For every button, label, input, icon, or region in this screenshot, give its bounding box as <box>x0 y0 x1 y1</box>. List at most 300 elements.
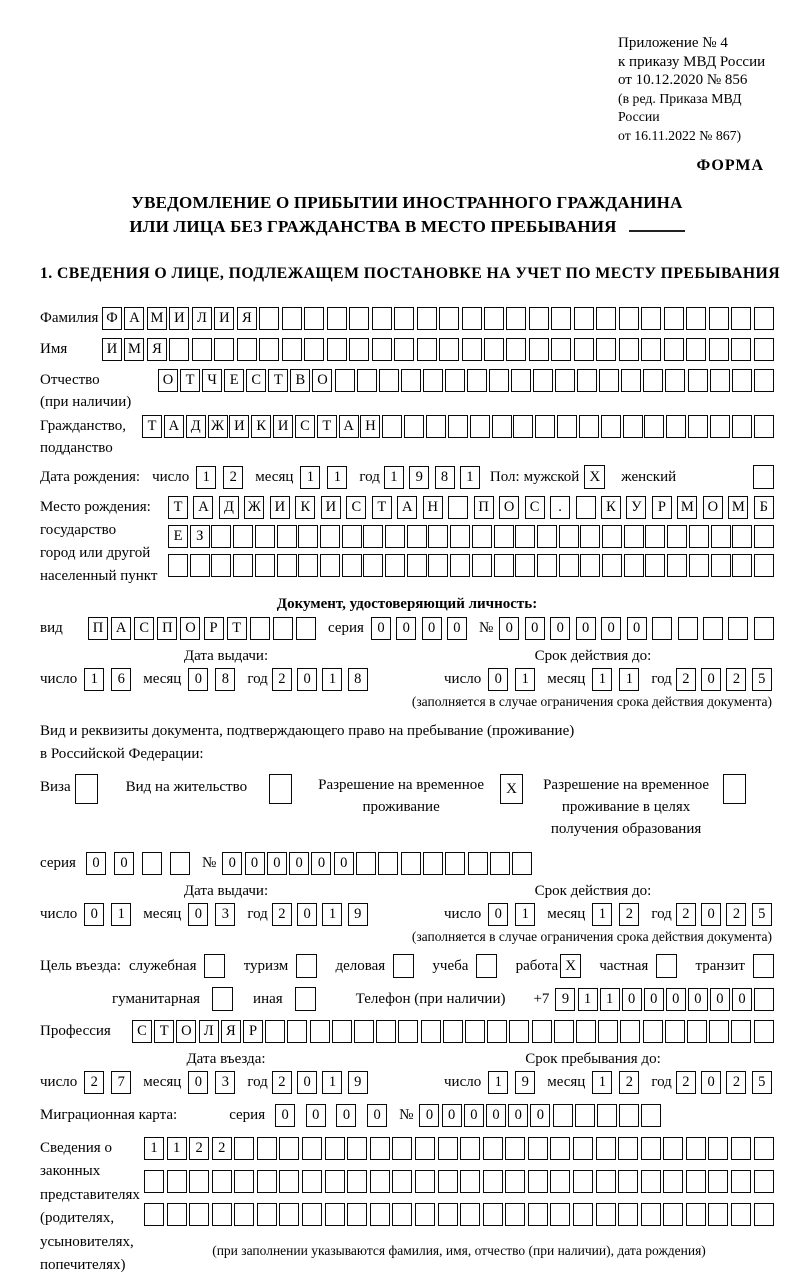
char-box[interactable]: 3 <box>215 903 235 926</box>
char-box[interactable] <box>332 1020 352 1043</box>
char-box[interactable] <box>731 1203 751 1226</box>
char-box[interactable]: 2 <box>619 1071 639 1094</box>
char-box[interactable] <box>506 307 526 330</box>
char-box[interactable] <box>259 338 279 361</box>
char-box[interactable] <box>529 307 549 330</box>
char-box[interactable] <box>596 1170 616 1193</box>
char-box[interactable] <box>754 1137 774 1160</box>
char-box[interactable] <box>445 369 465 392</box>
char-box[interactable]: 2 <box>726 1071 746 1094</box>
char-box[interactable] <box>663 1203 683 1226</box>
char-box[interactable] <box>363 525 383 548</box>
char-box[interactable] <box>505 1170 525 1193</box>
char-box[interactable]: К <box>295 496 315 519</box>
char-box[interactable] <box>450 554 470 577</box>
char-box[interactable]: 1 <box>322 903 342 926</box>
char-box[interactable] <box>296 617 316 640</box>
char-box[interactable]: 0 <box>550 617 570 640</box>
char-box[interactable] <box>462 338 482 361</box>
char-box[interactable]: 0 <box>275 1104 295 1127</box>
char-box[interactable] <box>664 307 684 330</box>
char-box[interactable]: Р <box>243 1020 263 1043</box>
char-box[interactable] <box>438 1170 458 1193</box>
char-box[interactable] <box>255 525 275 548</box>
char-box[interactable] <box>439 338 459 361</box>
char-box[interactable]: 0 <box>701 1071 721 1094</box>
char-box[interactable]: 0 <box>297 668 317 691</box>
char-box[interactable]: 0 <box>222 852 242 875</box>
char-box[interactable] <box>438 1137 458 1160</box>
char-box[interactable] <box>664 338 684 361</box>
char-box[interactable] <box>394 338 414 361</box>
char-box[interactable] <box>347 1170 367 1193</box>
char-box[interactable]: 8 <box>215 668 235 691</box>
char-box[interactable] <box>325 1203 345 1226</box>
char-box[interactable] <box>438 1203 458 1226</box>
char-box[interactable] <box>426 415 446 438</box>
char-box[interactable] <box>279 1203 299 1226</box>
char-box[interactable] <box>528 1203 548 1226</box>
char-box[interactable]: 2 <box>272 1071 292 1094</box>
char-box[interactable] <box>505 1137 525 1160</box>
char-box[interactable] <box>279 1170 299 1193</box>
char-box[interactable] <box>511 369 531 392</box>
char-box[interactable] <box>667 525 687 548</box>
char-box[interactable]: Т <box>317 415 337 438</box>
char-box[interactable]: 1 <box>167 1137 187 1160</box>
char-box[interactable]: 0 <box>371 617 391 640</box>
char-box[interactable]: 2 <box>189 1137 209 1160</box>
char-box[interactable] <box>665 1020 685 1043</box>
title-blank-underline[interactable] <box>629 217 685 232</box>
char-box[interactable] <box>551 338 571 361</box>
char-box[interactable]: 6 <box>111 668 131 691</box>
char-box[interactable] <box>731 307 751 330</box>
purpose-humanitarian-checkbox[interactable] <box>212 987 233 1011</box>
char-box[interactable]: С <box>246 369 266 392</box>
char-box[interactable] <box>512 852 532 875</box>
char-box[interactable] <box>144 1170 164 1193</box>
char-box[interactable]: . <box>550 496 570 519</box>
char-box[interactable]: С <box>132 1020 152 1043</box>
char-box[interactable] <box>450 525 470 548</box>
char-box[interactable] <box>392 1203 412 1226</box>
char-box[interactable] <box>234 1170 254 1193</box>
char-box[interactable] <box>686 1203 706 1226</box>
char-box[interactable] <box>494 554 514 577</box>
char-box[interactable] <box>483 1137 503 1160</box>
char-box[interactable] <box>489 369 509 392</box>
purpose-private-checkbox[interactable] <box>656 954 677 978</box>
char-box[interactable] <box>641 307 661 330</box>
char-box[interactable] <box>577 369 597 392</box>
char-box[interactable]: К <box>251 415 271 438</box>
char-box[interactable] <box>372 307 392 330</box>
char-box[interactable] <box>754 338 774 361</box>
char-box[interactable] <box>363 554 383 577</box>
char-box[interactable]: Р <box>652 496 672 519</box>
char-box[interactable]: 0 <box>306 1104 326 1127</box>
char-box[interactable] <box>709 307 729 330</box>
char-box[interactable] <box>142 852 162 875</box>
char-box[interactable]: О <box>499 496 519 519</box>
char-box[interactable] <box>666 415 686 438</box>
char-box[interactable] <box>555 369 575 392</box>
char-box[interactable] <box>602 525 622 548</box>
char-box[interactable] <box>574 338 594 361</box>
char-box[interactable] <box>259 307 279 330</box>
char-box[interactable] <box>398 1020 418 1043</box>
char-box[interactable]: 0 <box>666 988 686 1011</box>
char-box[interactable] <box>282 338 302 361</box>
char-box[interactable] <box>423 852 443 875</box>
char-box[interactable]: Т <box>142 415 162 438</box>
char-box[interactable]: 0 <box>311 852 331 875</box>
char-box[interactable]: Е <box>224 369 244 392</box>
char-box[interactable] <box>279 1137 299 1160</box>
char-box[interactable] <box>484 338 504 361</box>
char-box[interactable] <box>257 1137 277 1160</box>
char-box[interactable]: С <box>346 496 366 519</box>
char-box[interactable]: С <box>525 496 545 519</box>
char-box[interactable] <box>255 554 275 577</box>
char-box[interactable] <box>643 369 663 392</box>
residence-permit-checkbox[interactable] <box>269 774 292 804</box>
char-box[interactable]: 9 <box>348 1071 368 1094</box>
char-box[interactable] <box>624 525 644 548</box>
char-box[interactable] <box>703 617 723 640</box>
char-box[interactable] <box>233 525 253 548</box>
char-box[interactable] <box>483 1170 503 1193</box>
char-box[interactable]: 0 <box>422 617 442 640</box>
char-box[interactable] <box>298 554 318 577</box>
char-box[interactable]: 2 <box>726 903 746 926</box>
char-box[interactable] <box>619 338 639 361</box>
char-box[interactable] <box>487 1020 507 1043</box>
char-box[interactable] <box>407 554 427 577</box>
char-box[interactable]: 0 <box>525 617 545 640</box>
char-box[interactable]: А <box>124 307 144 330</box>
char-box[interactable] <box>385 525 405 548</box>
char-box[interactable]: О <box>158 369 178 392</box>
char-box[interactable] <box>287 1020 307 1043</box>
char-box[interactable] <box>378 852 398 875</box>
char-box[interactable]: А <box>339 415 359 438</box>
char-box[interactable]: 1 <box>515 668 535 691</box>
char-box[interactable] <box>678 617 698 640</box>
char-box[interactable]: 0 <box>732 988 752 1011</box>
char-box[interactable] <box>372 338 392 361</box>
char-box[interactable] <box>472 525 492 548</box>
char-box[interactable]: С <box>134 617 154 640</box>
purpose-other-checkbox[interactable] <box>295 987 316 1011</box>
char-box[interactable] <box>282 307 302 330</box>
char-box[interactable] <box>559 525 579 548</box>
char-box[interactable] <box>417 338 437 361</box>
char-box[interactable]: 0 <box>297 1071 317 1094</box>
char-box[interactable] <box>423 369 443 392</box>
char-box[interactable] <box>490 852 510 875</box>
char-box[interactable] <box>428 525 448 548</box>
char-box[interactable] <box>709 338 729 361</box>
char-box[interactable] <box>535 415 555 438</box>
char-box[interactable] <box>732 525 752 548</box>
char-box[interactable] <box>192 338 212 361</box>
char-box[interactable]: 9 <box>515 1071 535 1094</box>
char-box[interactable] <box>754 1170 774 1193</box>
char-box[interactable]: 9 <box>348 903 368 926</box>
char-box[interactable] <box>687 1020 707 1043</box>
char-box[interactable]: О <box>180 617 200 640</box>
char-box[interactable] <box>472 554 492 577</box>
char-box[interactable]: 0 <box>710 988 730 1011</box>
char-box[interactable] <box>167 1203 187 1226</box>
char-box[interactable] <box>302 1203 322 1226</box>
char-box[interactable]: З <box>190 525 210 548</box>
char-box[interactable] <box>688 369 708 392</box>
char-box[interactable] <box>710 369 730 392</box>
char-box[interactable] <box>370 1203 390 1226</box>
char-box[interactable] <box>708 1137 728 1160</box>
char-box[interactable]: 3 <box>215 1071 235 1094</box>
char-box[interactable]: 1 <box>322 1071 342 1094</box>
char-box[interactable] <box>553 1104 573 1127</box>
char-box[interactable] <box>754 369 774 392</box>
char-box[interactable] <box>415 1170 435 1193</box>
char-box[interactable]: Ф <box>102 307 122 330</box>
char-box[interactable]: П <box>88 617 108 640</box>
char-box[interactable] <box>667 554 687 577</box>
char-box[interactable] <box>460 1203 480 1226</box>
char-box[interactable] <box>483 1203 503 1226</box>
char-box[interactable] <box>575 1104 595 1127</box>
char-box[interactable] <box>302 1137 322 1160</box>
char-box[interactable] <box>189 1203 209 1226</box>
char-box[interactable]: 0 <box>289 852 309 875</box>
char-box[interactable] <box>754 1203 774 1226</box>
char-box[interactable] <box>533 369 553 392</box>
char-box[interactable] <box>754 617 774 640</box>
char-box[interactable]: 0 <box>188 903 208 926</box>
char-box[interactable]: 2 <box>619 903 639 926</box>
char-box[interactable] <box>168 554 188 577</box>
temp-residence-education-checkbox[interactable] <box>723 774 746 804</box>
char-box[interactable] <box>580 554 600 577</box>
char-box[interactable]: Т <box>268 369 288 392</box>
char-box[interactable] <box>304 307 324 330</box>
char-box[interactable] <box>370 1137 390 1160</box>
char-box[interactable]: М <box>124 338 144 361</box>
char-box[interactable]: 0 <box>601 617 621 640</box>
char-box[interactable] <box>354 1020 374 1043</box>
char-box[interactable]: И <box>229 415 249 438</box>
char-box[interactable] <box>641 1104 661 1127</box>
char-box[interactable]: 8 <box>348 668 368 691</box>
char-box[interactable] <box>619 307 639 330</box>
char-box[interactable] <box>448 415 468 438</box>
char-box[interactable] <box>580 525 600 548</box>
char-box[interactable] <box>554 1020 574 1043</box>
char-box[interactable]: 1 <box>384 466 404 489</box>
char-box[interactable] <box>645 554 665 577</box>
char-box[interactable]: И <box>321 496 341 519</box>
char-box[interactable] <box>709 1020 729 1043</box>
char-box[interactable] <box>302 1170 322 1193</box>
char-box[interactable] <box>273 617 293 640</box>
char-box[interactable] <box>551 307 571 330</box>
char-box[interactable] <box>428 554 448 577</box>
purpose-tourism-checkbox[interactable] <box>296 954 317 978</box>
char-box[interactable] <box>325 1137 345 1160</box>
char-box[interactable] <box>754 554 774 577</box>
char-box[interactable] <box>347 1203 367 1226</box>
char-box[interactable]: А <box>193 496 213 519</box>
char-box[interactable] <box>596 307 616 330</box>
char-box[interactable] <box>460 1170 480 1193</box>
char-box[interactable] <box>214 338 234 361</box>
visa-checkbox[interactable] <box>75 774 98 804</box>
char-box[interactable]: 9 <box>409 466 429 489</box>
char-box[interactable]: Ч <box>202 369 222 392</box>
char-box[interactable] <box>211 525 231 548</box>
char-box[interactable] <box>708 1203 728 1226</box>
char-box[interactable]: М <box>677 496 697 519</box>
char-box[interactable]: 2 <box>272 668 292 691</box>
char-box[interactable] <box>349 307 369 330</box>
char-box[interactable] <box>234 1203 254 1226</box>
char-box[interactable]: Е <box>168 525 188 548</box>
char-box[interactable] <box>731 338 751 361</box>
char-box[interactable]: О <box>703 496 723 519</box>
char-box[interactable] <box>576 496 596 519</box>
char-box[interactable] <box>356 852 376 875</box>
char-box[interactable] <box>528 1137 548 1160</box>
char-box[interactable] <box>529 338 549 361</box>
char-box[interactable] <box>686 338 706 361</box>
char-box[interactable]: Я <box>237 307 257 330</box>
char-box[interactable] <box>379 369 399 392</box>
char-box[interactable] <box>310 1020 330 1043</box>
char-box[interactable]: 0 <box>336 1104 356 1127</box>
char-box[interactable]: 1 <box>196 466 216 489</box>
char-box[interactable]: 2 <box>84 1071 104 1094</box>
char-box[interactable] <box>573 1203 593 1226</box>
char-box[interactable] <box>641 1203 661 1226</box>
char-box[interactable] <box>144 1203 164 1226</box>
char-box[interactable] <box>618 1203 638 1226</box>
char-box[interactable] <box>494 525 514 548</box>
char-box[interactable] <box>190 554 210 577</box>
char-box[interactable]: 5 <box>752 1071 772 1094</box>
char-box[interactable] <box>392 1170 412 1193</box>
char-box[interactable]: 0 <box>488 903 508 926</box>
char-box[interactable] <box>689 525 709 548</box>
char-box[interactable] <box>370 1170 390 1193</box>
char-box[interactable] <box>643 1020 663 1043</box>
char-box[interactable]: И <box>270 496 290 519</box>
char-box[interactable] <box>513 415 533 438</box>
char-box[interactable] <box>708 1170 728 1193</box>
char-box[interactable]: 0 <box>499 617 519 640</box>
char-box[interactable] <box>212 1203 232 1226</box>
char-box[interactable] <box>382 415 402 438</box>
char-box[interactable] <box>596 1203 616 1226</box>
char-box[interactable]: 0 <box>701 668 721 691</box>
char-box[interactable]: Т <box>372 496 392 519</box>
char-box[interactable]: А <box>111 617 131 640</box>
char-box[interactable] <box>515 525 535 548</box>
char-box[interactable]: 2 <box>726 668 746 691</box>
char-box[interactable] <box>754 525 774 548</box>
char-box[interactable] <box>417 307 437 330</box>
char-box[interactable]: 0 <box>508 1104 528 1127</box>
char-box[interactable] <box>652 617 672 640</box>
char-box[interactable] <box>731 1170 751 1193</box>
char-box[interactable] <box>532 1020 552 1043</box>
char-box[interactable]: Л <box>192 307 212 330</box>
char-box[interactable] <box>515 554 535 577</box>
char-box[interactable]: К <box>601 496 621 519</box>
char-box[interactable]: 1 <box>619 668 639 691</box>
char-box[interactable]: О <box>176 1020 196 1043</box>
char-box[interactable]: И <box>273 415 293 438</box>
char-box[interactable]: 2 <box>212 1137 232 1160</box>
char-box[interactable]: 0 <box>297 903 317 926</box>
char-box[interactable] <box>327 338 347 361</box>
char-box[interactable] <box>357 369 377 392</box>
char-box[interactable] <box>528 1170 548 1193</box>
char-box[interactable] <box>448 496 468 519</box>
char-box[interactable]: В <box>290 369 310 392</box>
char-box[interactable] <box>335 369 355 392</box>
char-box[interactable] <box>689 554 709 577</box>
char-box[interactable]: 8 <box>435 466 455 489</box>
temp-residence-checkbox[interactable]: X <box>500 774 523 804</box>
char-box[interactable] <box>619 1104 639 1127</box>
char-box[interactable] <box>325 1170 345 1193</box>
char-box[interactable] <box>506 338 526 361</box>
char-box[interactable] <box>550 1203 570 1226</box>
char-box[interactable] <box>573 1170 593 1193</box>
char-box[interactable] <box>621 369 641 392</box>
char-box[interactable]: 2 <box>272 903 292 926</box>
purpose-work-checkbox[interactable]: X <box>560 954 581 978</box>
char-box[interactable]: 0 <box>488 668 508 691</box>
char-box[interactable] <box>623 415 643 438</box>
char-box[interactable] <box>407 525 427 548</box>
char-box[interactable] <box>597 1104 617 1127</box>
char-box[interactable] <box>644 415 664 438</box>
char-box[interactable] <box>460 1137 480 1160</box>
char-box[interactable] <box>257 1170 277 1193</box>
char-box[interactable]: 0 <box>530 1104 550 1127</box>
char-box[interactable]: О <box>312 369 332 392</box>
char-box[interactable] <box>265 1020 285 1043</box>
char-box[interactable]: 0 <box>464 1104 484 1127</box>
char-box[interactable] <box>376 1020 396 1043</box>
char-box[interactable]: 2 <box>676 668 696 691</box>
char-box[interactable]: И <box>169 307 189 330</box>
char-box[interactable] <box>731 1137 751 1160</box>
char-box[interactable]: 1 <box>578 988 598 1011</box>
char-box[interactable] <box>663 1137 683 1160</box>
char-box[interactable] <box>641 1137 661 1160</box>
char-box[interactable]: 0 <box>188 668 208 691</box>
char-box[interactable] <box>624 554 644 577</box>
char-box[interactable]: Р <box>204 617 224 640</box>
char-box[interactable] <box>465 1020 485 1043</box>
char-box[interactable] <box>443 1020 463 1043</box>
